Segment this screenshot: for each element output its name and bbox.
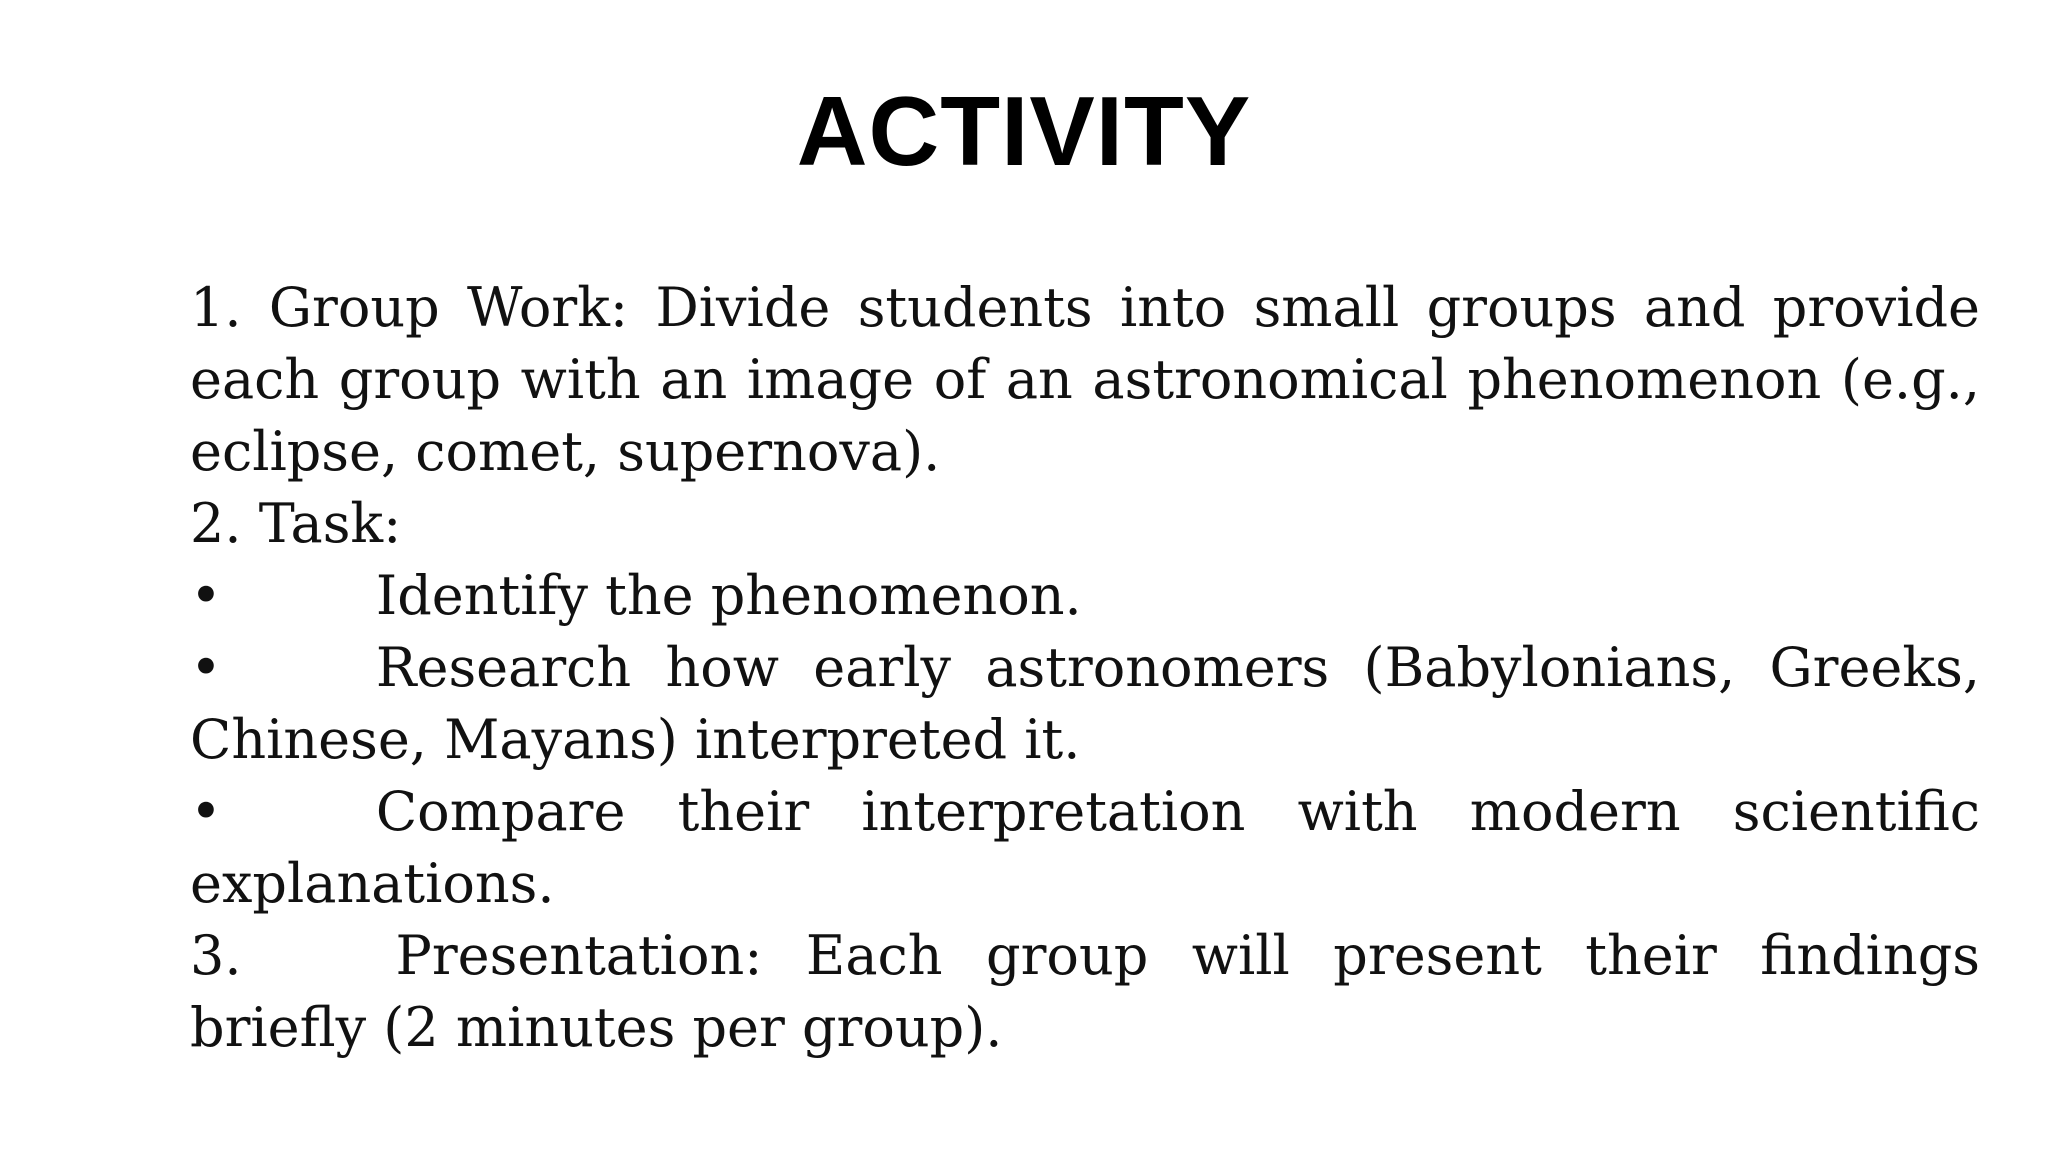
item-number: 3. [190,924,242,987]
item-number: 2. [190,492,242,555]
item-text: Compare their interpretation with modern scientific explanations. [190,780,1980,915]
item-text: Research how early astronomers (Babylonians, Greeks, Chinese, Mayans) interpreted it. [190,636,1980,771]
item-text: Task: [241,492,402,555]
list-item-presentation [190,920,1980,1064]
bullet-icon: • [190,636,222,699]
bullet-item-identify [190,560,1980,632]
item-text: Identify the phenomenon. [375,564,1082,627]
item-text: Group Work: Divide students into small groups and provide each group with an image of an astronomical phenomenon (e.g., eclipse, comet, supernova). [190,276,1980,483]
list-item-task [190,488,1980,560]
list-item-group-work [190,272,1980,488]
activity-list [190,272,1980,1064]
slide-title: ACTIVITY [796,76,1252,186]
bullet-item-compare [190,776,1980,920]
bullet-item-research [190,632,1980,776]
item-text: Presentation: Each group will present their findings briefly (2 minutes per group). [190,924,1980,1059]
bullet-icon: • [190,780,222,843]
bullet-icon: • [190,564,222,627]
item-number: 1. [190,276,242,339]
